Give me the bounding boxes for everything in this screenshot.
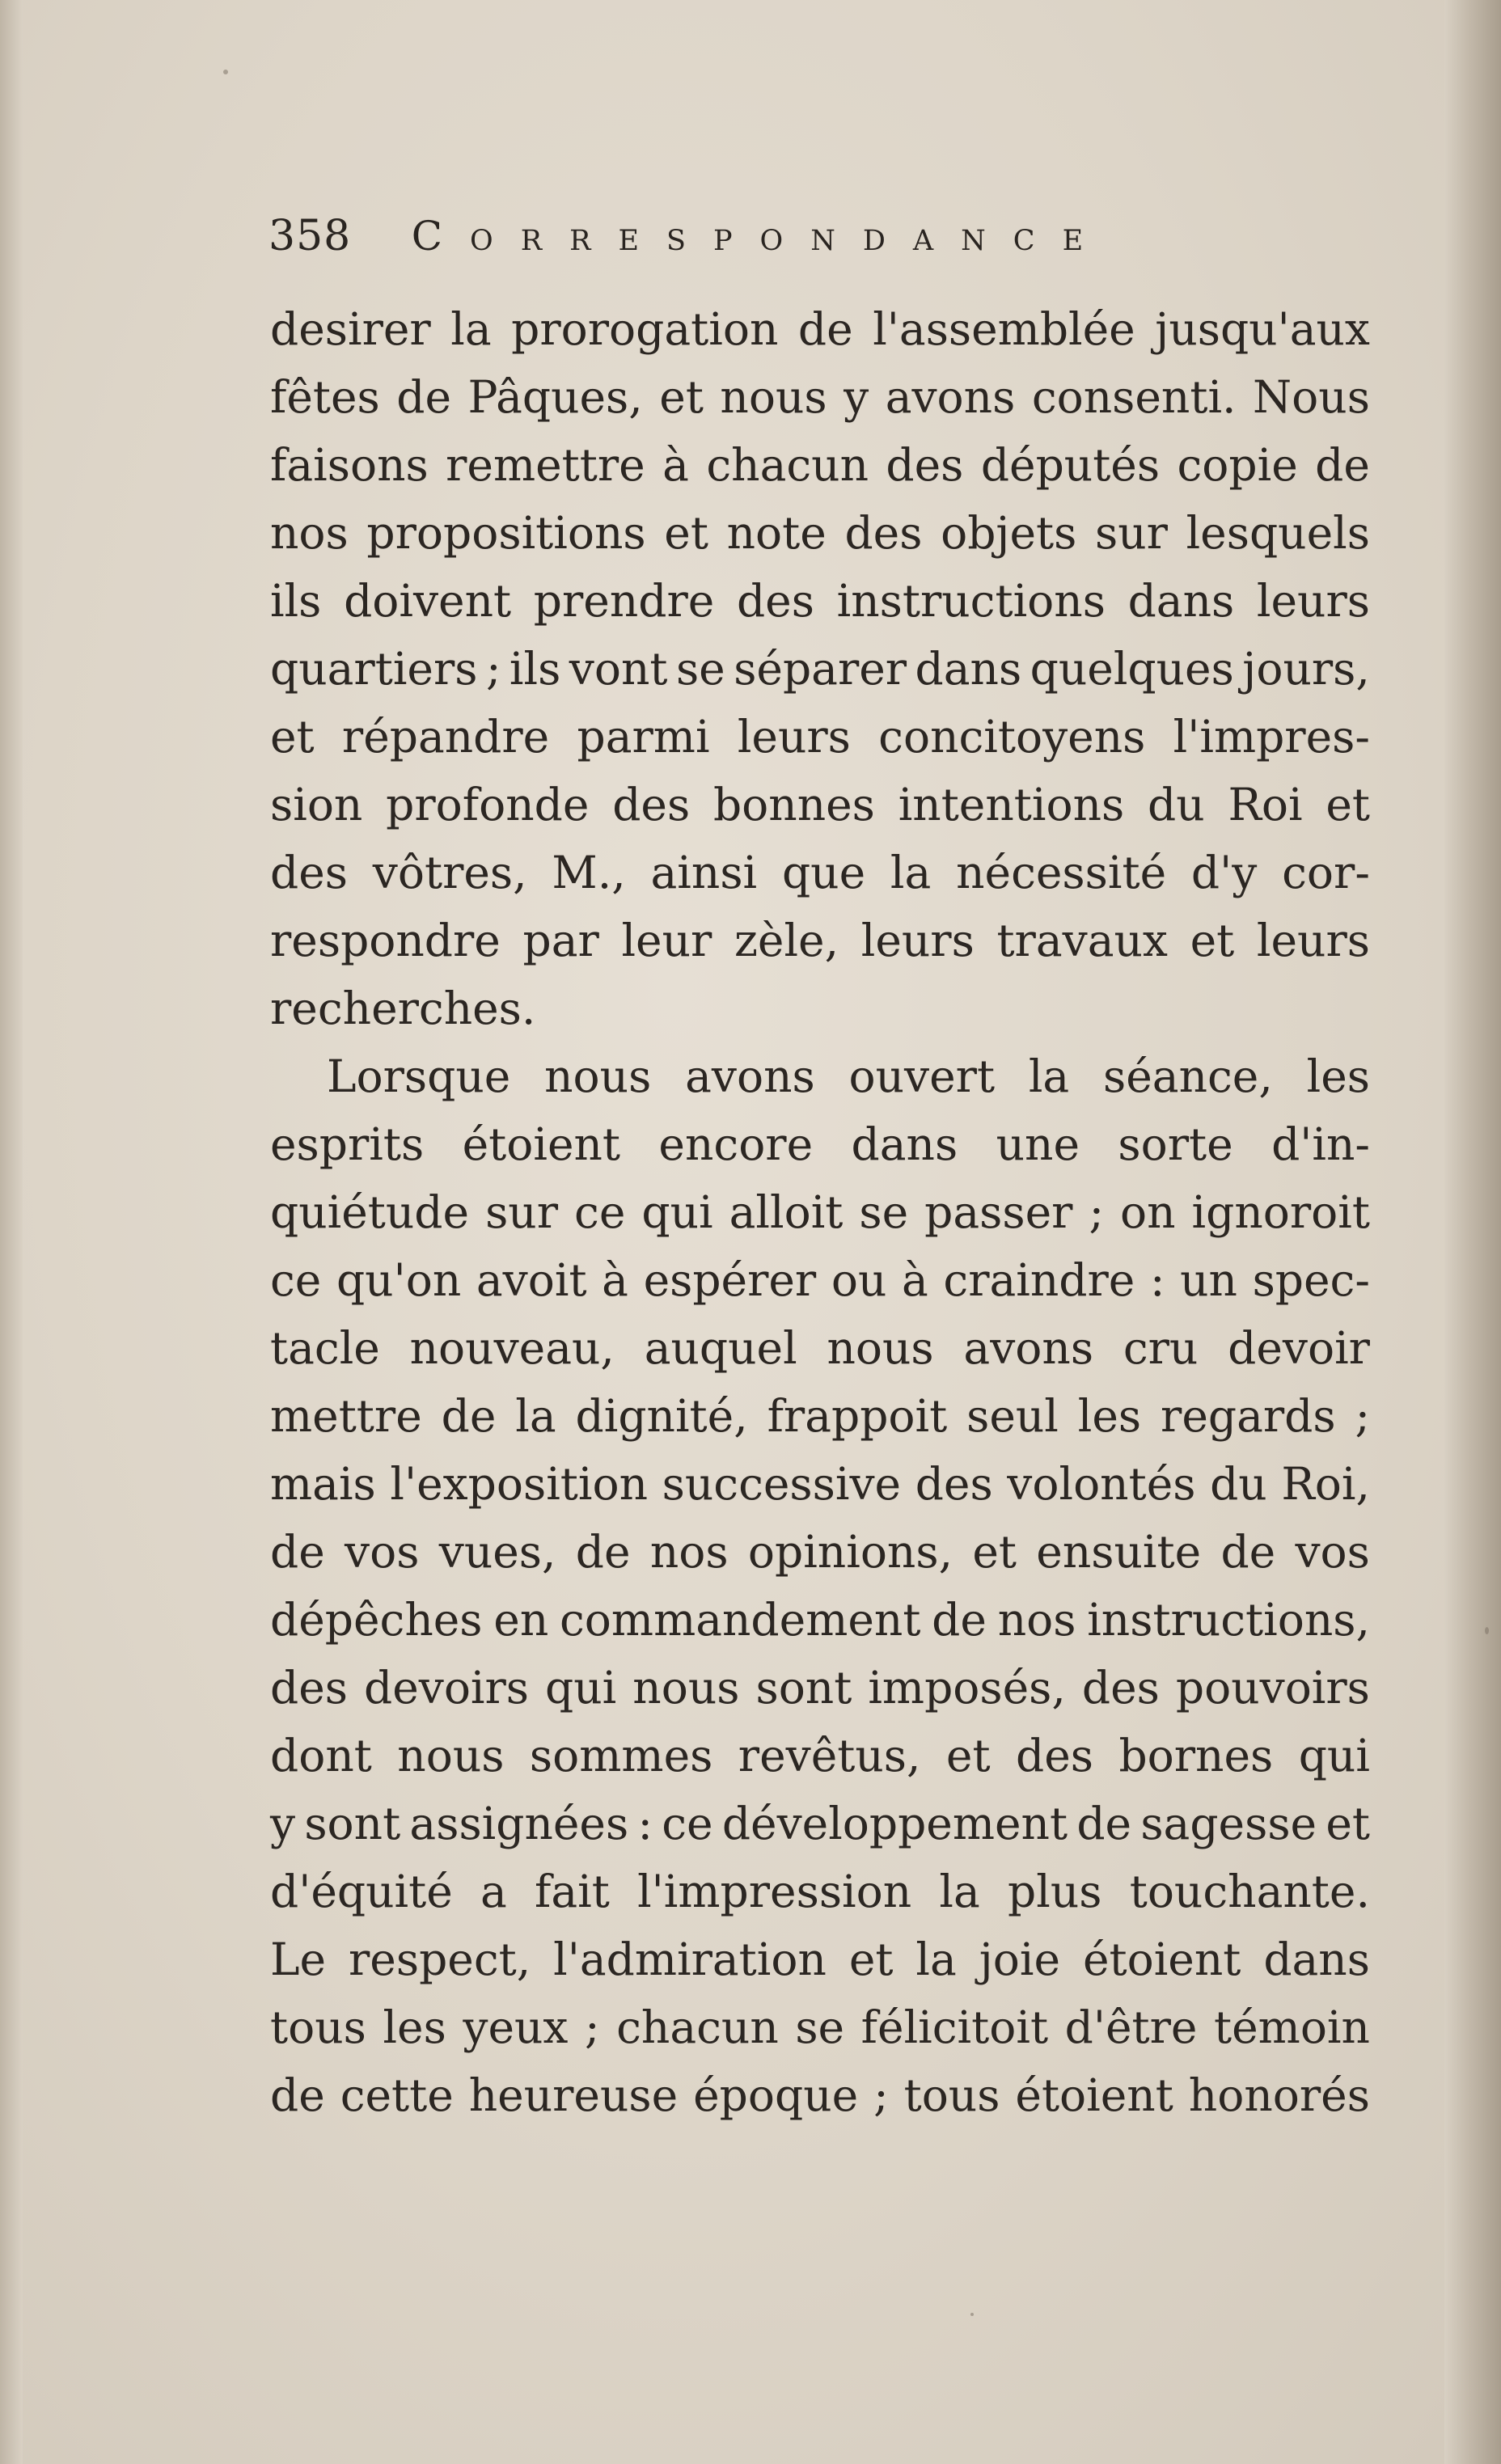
text-line [270,1518,1370,1586]
text-line-paragraph-start [270,1042,1370,1110]
word: des [270,1662,348,1714]
word: des [612,779,691,830]
word: des [270,847,348,898]
word: quelques [1030,643,1234,695]
word: ce [574,1186,626,1238]
word: ; [1355,1390,1370,1442]
word: nous [544,1050,652,1102]
word: quartiers [270,643,478,695]
word: lesquels [1186,507,1370,559]
word: jours, [1242,643,1370,695]
word: des [736,575,814,627]
word: vont [569,643,668,695]
word: instructions, [1087,1594,1370,1646]
word: cru [1123,1322,1199,1374]
word: mais [270,1458,376,1510]
word: félicitoit [860,2001,1049,2053]
word: des [886,439,964,491]
word: faisons [270,439,429,491]
word: séance, [1103,1050,1273,1102]
word: sont [755,1662,852,1714]
word: : [637,1798,653,1849]
word: nouveau, [409,1322,615,1374]
word: sommes [529,1730,713,1781]
word: commandement [560,1594,921,1646]
word: spec- [1252,1254,1370,1306]
word: et [1190,915,1235,966]
text-line [270,1178,1370,1246]
word: consenti. [1031,371,1237,423]
word: nous [632,1662,740,1714]
running-title: Correspondance [411,213,1111,260]
word: étoient [1082,1934,1241,1985]
word: travaux [996,915,1168,966]
word: pouvoirs [1175,1662,1370,1714]
word: d'y [1190,847,1258,898]
word: chacun [706,439,869,491]
word: sur [1094,507,1168,559]
word: successive [662,1458,902,1510]
word: sion [270,779,363,830]
word: se [859,1186,909,1238]
word: se [795,2001,845,2053]
word: et [945,1730,991,1781]
word: de [1315,439,1370,491]
word: ce [270,1254,322,1306]
word: objets [941,507,1077,559]
word: on [1120,1186,1176,1238]
text-line [270,295,1370,363]
word: nos [270,507,349,559]
word: et [659,371,704,423]
word: fait [535,1866,610,1917]
word: prorogation [511,303,779,355]
word: développement [721,1798,1068,1849]
word: ainsi [650,847,758,898]
word: ; [873,2069,889,2121]
word: de [396,371,452,423]
word: frappoit [767,1390,948,1442]
word: dans [1263,1934,1370,1985]
word: imposés, [868,1662,1066,1714]
word: étoient [1015,2069,1173,2121]
word: tous [270,2001,366,2053]
word: répandre [341,711,550,763]
word: joie [979,1934,1061,1985]
word: yeux [463,2001,569,2053]
text-line [270,1722,1370,1790]
word: vos [345,1526,420,1578]
word: ; [1089,1186,1104,1238]
word: tacle [270,1322,380,1374]
word: : [1149,1254,1165,1306]
word: tous [903,2069,1000,2121]
body-text [270,295,1370,2129]
word: respondre [270,915,501,966]
paper-speck [970,2313,974,2316]
word: regards [1161,1390,1336,1442]
word: l'impres- [1173,711,1370,763]
word: jusqu'aux [1155,303,1370,355]
text-line [270,974,1370,1042]
word: et [848,1934,894,1985]
text-line [270,703,1370,771]
word: de [270,1526,325,1578]
text-line [270,1450,1370,1518]
word: heureuse [468,2069,679,2121]
word: une [996,1118,1080,1170]
text-line [270,1110,1370,1178]
word: de [270,2069,325,2121]
page-number: 358 [268,212,352,260]
word: concitoyens [878,711,1146,763]
word: des [1016,1730,1093,1781]
word: par [522,915,599,966]
word: devoir [1228,1322,1370,1374]
word: devoirs [363,1662,530,1714]
word: ignoroit [1191,1186,1370,1238]
word: esprits [270,1118,425,1170]
word: et [1326,1798,1370,1849]
word: prendre [533,575,715,627]
word: nous [827,1322,934,1374]
word: seul [966,1390,1059,1442]
word: de [441,1390,497,1442]
word: les [1077,1390,1142,1442]
word: espérer [643,1254,817,1306]
word: sorte [1118,1118,1233,1170]
word: leurs [737,711,851,763]
word: Lorsque [327,1050,511,1102]
word: y [270,1798,296,1849]
word: nos [997,1594,1076,1646]
word: vôtres, [372,847,527,898]
word: bonnes [712,779,875,830]
word: intentions [898,779,1125,830]
word: époque [693,2069,859,2121]
word: et [270,711,315,763]
text-line [270,839,1370,907]
word: la [915,1934,957,1985]
running-header [268,212,1239,277]
text-line [270,1925,1370,1993]
text-line [270,1314,1370,1382]
word: M., [552,847,626,898]
word: à [662,439,689,491]
word: ; [485,643,501,695]
word: sagesse [1140,1798,1317,1849]
word: respect, [349,1934,531,1985]
word: étoient [462,1118,621,1170]
word: ils [270,575,322,627]
word: ce [662,1798,713,1849]
text-line [270,1858,1370,1925]
word: la [515,1390,556,1442]
word: passer [924,1186,1073,1238]
text-line [270,1382,1370,1450]
word: nos [649,1526,729,1578]
word: encore [658,1118,814,1170]
page-right-edge [1444,0,1501,2464]
word: revêtus, [738,1730,921,1781]
word: de [1220,1526,1276,1578]
word: d'être [1064,2001,1198,2053]
paper-speck [1485,1627,1489,1634]
word: d'équité [270,1866,453,1917]
word: avons [885,371,1016,423]
word: opinions, [747,1526,953,1578]
word: avoit [476,1254,587,1306]
word: témoin [1214,2001,1370,2053]
text-line [270,1246,1370,1314]
word: la [450,303,492,355]
word: fêtes [270,371,380,423]
word: et [664,507,708,559]
text-line [270,907,1370,974]
word: vos [1295,1526,1370,1578]
word: Nous [1253,371,1370,423]
word: les [1306,1050,1370,1102]
text-line [270,1586,1370,1654]
word: cette [340,2069,454,2121]
word: volontés [1007,1458,1196,1510]
word: leurs [1256,575,1370,627]
word: des [1081,1662,1160,1714]
word: mettre [270,1390,422,1442]
word: la [1028,1050,1070,1102]
word: dans [1127,575,1235,627]
paper-speck [223,70,228,74]
word: leurs [860,915,975,966]
word: qui [1298,1730,1370,1781]
word: leurs [1256,915,1370,966]
word: ou [831,1254,887,1306]
word: à [902,1254,928,1306]
text-line [270,771,1370,839]
word: copie [1177,439,1298,491]
word: note [726,507,827,559]
word: dépêches [270,1594,483,1646]
text-line [270,1993,1370,2061]
word: des [915,1458,993,1510]
word: séparer [734,643,907,695]
word: qu'on [336,1254,462,1306]
text-line [270,1654,1370,1722]
word: Roi [1228,779,1303,830]
word: bornes [1118,1730,1274,1781]
word: a [480,1866,507,1917]
word: nécessité [956,847,1167,898]
word: craindre [943,1254,1135,1306]
word: cor- [1282,847,1370,898]
word: assignées [409,1798,629,1849]
word: avons [685,1050,815,1102]
word: de [1076,1798,1132,1849]
word: ils [509,643,561,695]
word: avons [963,1322,1094,1374]
word: d'in- [1271,1118,1370,1170]
text-line [270,1790,1370,1858]
text-line [270,635,1370,703]
word: vues, [438,1526,556,1578]
text-line [270,499,1370,567]
word: ; [585,2001,600,2053]
word: en [493,1594,549,1646]
word: qui [641,1186,713,1238]
word: remettre [446,439,645,491]
word: quiétude [270,1186,470,1238]
word: y [844,371,869,423]
word: honorés [1188,2069,1370,2121]
word: Pâques, [467,371,643,423]
word: dans [915,643,1022,695]
word: du [1148,779,1205,830]
word: leur [621,915,712,966]
word: un [1180,1254,1237,1306]
word: Le [270,1934,327,1985]
word: touchante. [1129,1866,1370,1917]
page-left-edge [0,0,23,2464]
word: dignité, [575,1390,748,1442]
word: recherches. [270,983,536,1034]
word: les [383,2001,446,2053]
word: l'assemblée [873,303,1135,355]
word: l'admiration [553,1934,827,1985]
word: à [602,1254,628,1306]
word: de [797,303,853,355]
word: députés [980,439,1161,491]
word: qui [545,1662,617,1714]
word: propositions [366,507,646,559]
word: doivent [344,575,512,627]
text-line [270,363,1370,431]
word: nous [720,371,827,423]
word: du [1210,1458,1267,1510]
word: de [932,1594,987,1646]
word: que [781,847,866,898]
text-line [270,2061,1370,2129]
text-line [270,431,1370,499]
word: dans [851,1118,958,1170]
text-line [270,567,1370,635]
word: profonde [386,779,590,830]
word: plus [1008,1866,1102,1917]
word: l'impression [637,1866,912,1917]
word: de [575,1526,631,1578]
word: l'exposition [390,1458,649,1510]
word: ensuite [1036,1526,1202,1578]
word: et [1326,779,1370,830]
word: la [939,1866,980,1917]
word: dont [270,1730,372,1781]
word: sur [485,1186,559,1238]
word: sont [304,1798,401,1849]
word: des [844,507,923,559]
word: nous [397,1730,505,1781]
word: Roi, [1281,1458,1370,1510]
word: desirer [270,303,431,355]
word: parmi [577,711,710,763]
word: se [675,643,725,695]
word: zèle, [734,915,839,966]
word: ouvert [848,1050,996,1102]
word: instructions [836,575,1106,627]
word: auquel [644,1322,797,1374]
word: chacun [616,2001,779,2053]
word: alloit [729,1186,844,1238]
word: et [972,1526,1017,1578]
word: la [890,847,932,898]
